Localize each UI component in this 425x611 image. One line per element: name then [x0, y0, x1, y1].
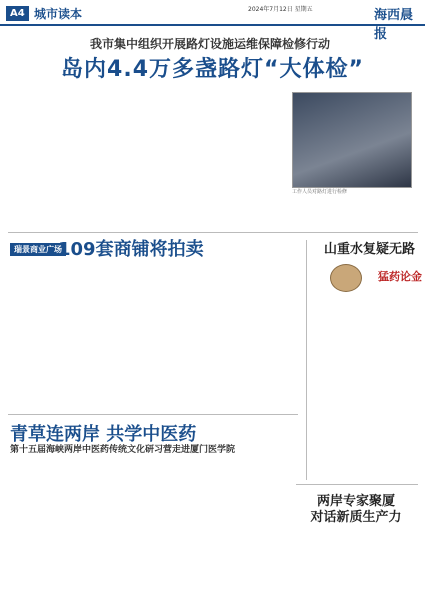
auction-column-3 — [202, 262, 294, 410]
section-name: 城市读本 — [34, 7, 83, 21]
masthead-bar — [0, 0, 425, 42]
auction-column-2 — [106, 262, 198, 410]
lead-kicker: 我市集中组织开展路灯设施运维保障检修行动 — [89, 37, 330, 51]
page-number: A4 — [6, 6, 29, 21]
column-name: 猛药论金 — [378, 270, 422, 283]
header-rule — [0, 24, 425, 26]
lead-column-1 — [10, 92, 98, 230]
column-body — [312, 296, 418, 476]
medicine-subheadline: 第十五届海峡两岸中医药传统文化研习营走进厦门医学院 — [10, 445, 236, 455]
medicine-headline: 青草连两岸 共学中医药 — [10, 424, 197, 445]
experts-headline-2: 对话新质生产力 — [310, 510, 402, 525]
medicine-column-2 — [104, 458, 194, 590]
issue-date: 2024年7月12日 星期五 — [248, 6, 313, 13]
lead-headline: 岛内4.4万多盏路灯“大体检” — [61, 57, 364, 82]
section-divider — [8, 232, 418, 233]
section-divider — [296, 484, 418, 485]
auction-column-1 — [10, 262, 102, 410]
auction-headline: 109套商铺将拍卖 — [58, 239, 204, 260]
streetlight-repair-photo — [292, 92, 412, 188]
photo-caption: 工作人员对路灯进行检修 — [292, 189, 348, 195]
newspaper-logo: 海西晨报 — [374, 8, 414, 42]
section-divider — [8, 414, 298, 415]
column-divider — [306, 240, 307, 480]
column-title: 山重水复疑无路 — [324, 242, 416, 257]
experts-body — [298, 526, 416, 592]
lead-column-2 — [102, 92, 190, 230]
experts-headline-1: 两岸专家聚厦 — [316, 494, 395, 509]
medicine-column-3 — [198, 458, 288, 590]
lead-column-3 — [196, 92, 286, 230]
columnist-avatar — [330, 264, 362, 292]
auction-tag: 瑞景商业广场 — [10, 243, 66, 256]
medicine-column-1 — [10, 458, 100, 590]
